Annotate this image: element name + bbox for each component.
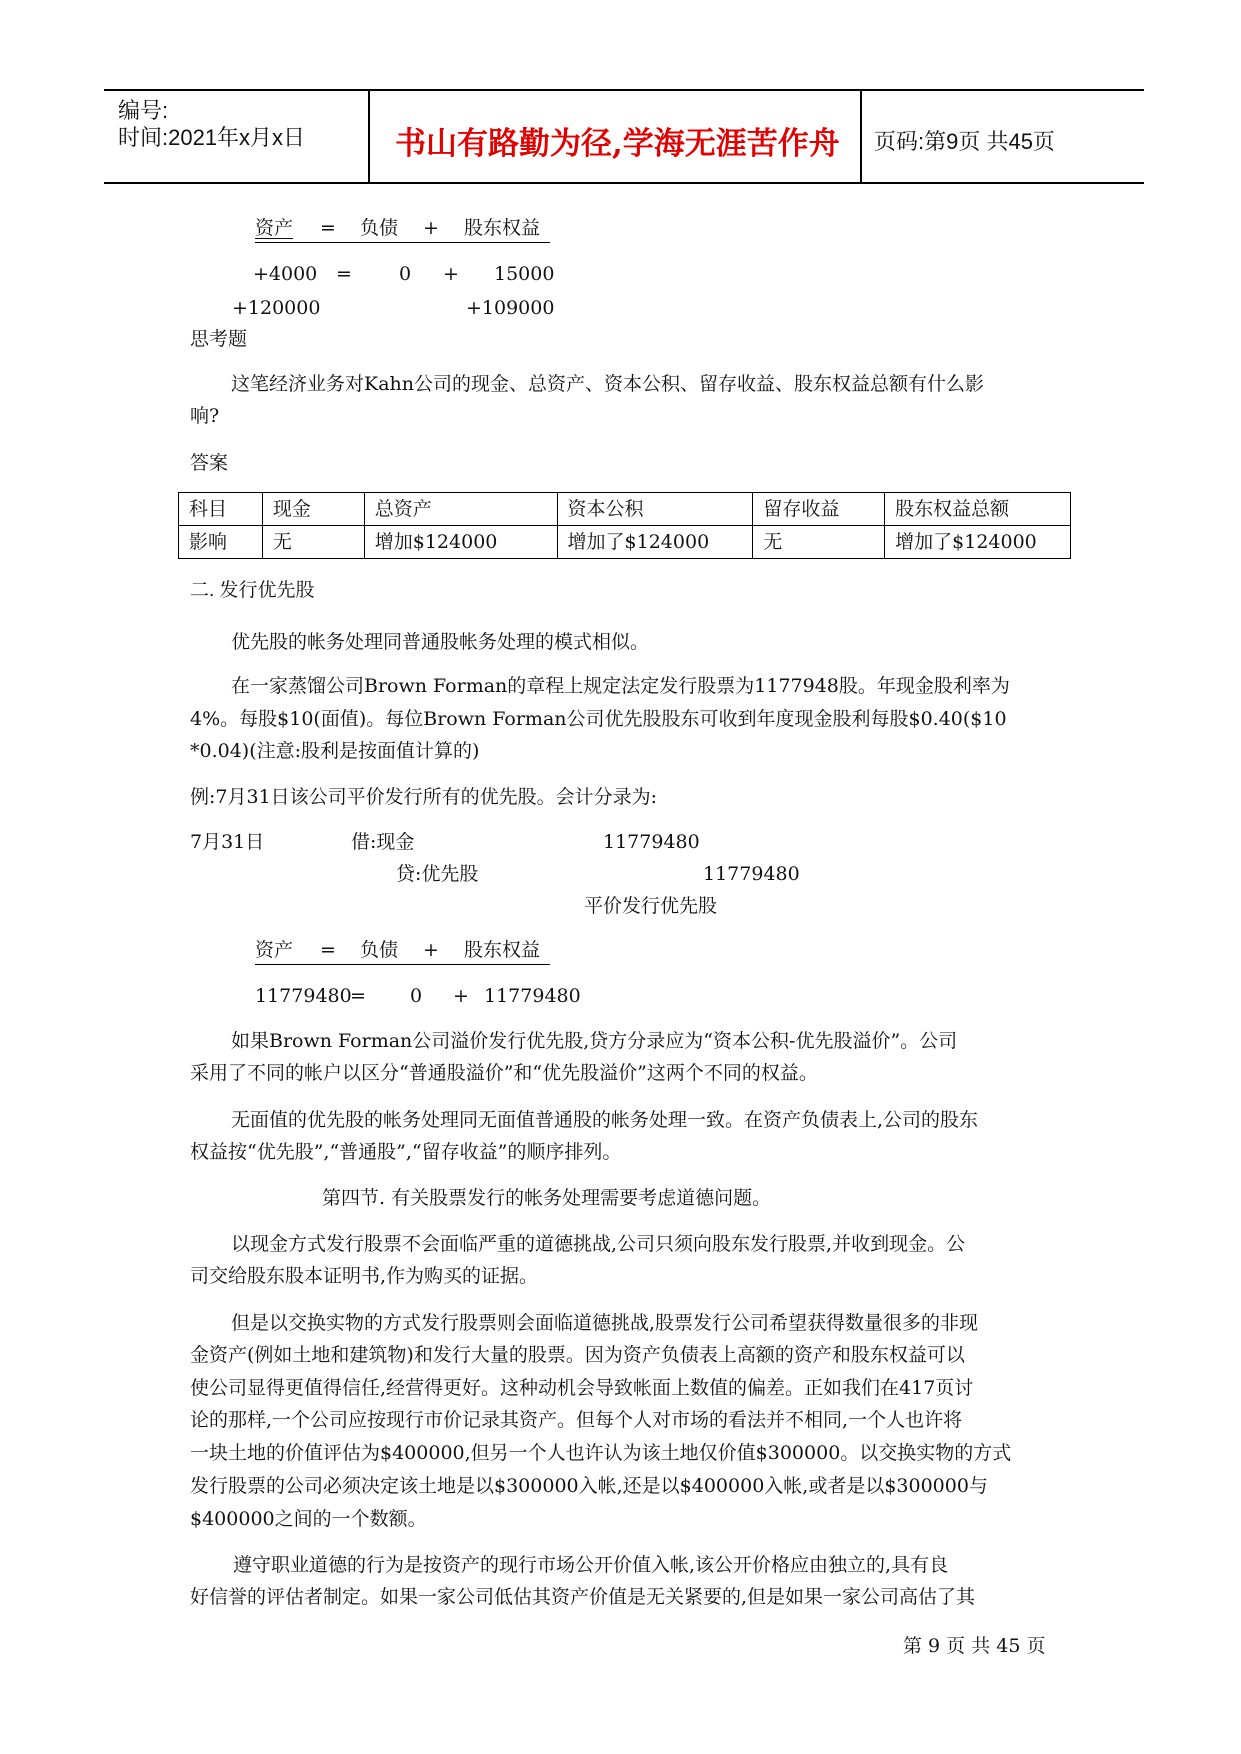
eq1-r2-a: +120000 <box>232 297 321 319</box>
header-top-rule <box>104 89 1144 91</box>
table-cell: 增加了$124000 <box>885 526 1071 559</box>
entry-debit: 借:现金 <box>351 831 415 853</box>
date-label: 时间:2021年x月x日 <box>118 125 306 150</box>
answer-table <box>178 492 1071 559</box>
p5-line1: 以现金方式发行股票不会面临严重的道德挑战,公司只须向股东发行股票,并收到现金。公 <box>231 1233 966 1255</box>
eq1-underline <box>255 242 550 243</box>
table-cell: 留存收益 <box>753 493 885 526</box>
p6-line5: 一块土地的价值评估为$400000,但另一个人也许认为该土地仅价值$300000。以交换实物的方式 <box>190 1442 1012 1464</box>
entry-date: 7月31日 <box>190 831 265 853</box>
eq2-asset: 资产 <box>255 939 294 961</box>
eq1-r1-eq: = <box>336 263 352 285</box>
table-cell: 现金 <box>262 493 364 526</box>
table-row <box>179 526 1071 559</box>
table-cell: 增加了$124000 <box>557 526 753 559</box>
paragraph-1: 优先股的帐务处理同普通股帐务处理的模式相似。 <box>231 631 650 653</box>
answer-label: 答案 <box>190 452 229 474</box>
table-cell: 增加$124000 <box>364 526 557 559</box>
table-cell: 股东权益总额 <box>885 493 1071 526</box>
eq1-asset: 资产 <box>255 217 294 239</box>
page-label: 页码:第9页 共45页 <box>874 129 1055 154</box>
question-line1: 这笔经济业务对Kahn公司的现金、总资产、资本公积、留存收益、股东权益总额有什么影 <box>231 373 984 395</box>
header-divider-right <box>860 89 862 183</box>
eq2-r-e: 11779480 <box>484 985 581 1007</box>
p7-line2: 好信誉的评估者制定。如果一家公司低估其资产价值是无关紧要的,但是如果一家公司高估了其 <box>190 1586 976 1608</box>
table-cell: 资本公积 <box>557 493 753 526</box>
serial-label: 编号: <box>118 98 169 123</box>
table-header-row <box>179 493 1071 526</box>
eq2-liab: 负债 <box>360 939 399 961</box>
example-line: 例:7月31日该公司平价发行所有的优先股。会计分录为: <box>190 786 658 808</box>
eq2-r-l: 0 <box>410 985 423 1007</box>
eq2-eq: = <box>320 939 336 961</box>
p4-line2: 权益按“优先股”,“普通股”,“留存收益”的顺序排列。 <box>190 1141 622 1163</box>
entry-credit-amount: 11779480 <box>703 863 800 885</box>
header-motto: 书山有路勤为径,学海无涯苦作舟 <box>395 126 840 162</box>
eq2-r-plus: + <box>453 985 469 1007</box>
section-heading: 二. 发行优先股 <box>190 580 315 601</box>
p2-line2: 4%。每股$10(面值)。每位Brown Forman公司优先股股东可收到年度现金股利每股$0.40($10 <box>190 708 1007 730</box>
eq1-r1-e: 15000 <box>494 263 555 285</box>
p7-line1: 遵守职业道德的行为是按资产的现行市场公开价值入帐,该公开价格应由独立的,具有良 <box>233 1554 949 1576</box>
table-cell: 科目 <box>179 493 263 526</box>
eq2-underline <box>255 964 550 965</box>
eq1-r1-l: 0 <box>399 263 412 285</box>
eq2-r-eq: = <box>350 985 366 1007</box>
p3-line2: 采用了不同的帐户以区分“普通股溢价”和“优先股溢价”这两个不同的权益。 <box>190 1062 818 1084</box>
p6-line3: 使公司显得更值得信任,经营得更好。这种动机会导致帐面上数值的偏差。正如我们在417页讨 <box>190 1377 974 1399</box>
question-line2: 响? <box>190 405 220 427</box>
section4-heading: 第四节. 有关股票发行的帐务处理需要考虑道德问题。 <box>322 1187 772 1209</box>
table-cell: 影响 <box>179 526 263 559</box>
p6-line7: $400000之间的一个数额。 <box>190 1508 427 1530</box>
eq2-plus: + <box>423 939 439 961</box>
entry-memo: 平价发行优先股 <box>584 895 718 917</box>
eq1-plus: + <box>423 217 439 239</box>
entry-credit: 贷:优先股 <box>396 863 479 885</box>
eq1-equity: 股东权益 <box>464 217 541 239</box>
eq1-r1-a: +4000 <box>253 263 318 285</box>
eq1-r2-e: +109000 <box>466 297 555 319</box>
question-label: 思考题 <box>190 328 248 350</box>
p5-line2: 司交给股东股本证明书,作为购买的证据。 <box>190 1265 539 1287</box>
p6-line2: 金资产(例如土地和建筑物)和发行大量的股票。因为资产负债表上高额的资产和股东权益可以 <box>190 1344 965 1366</box>
eq1-liab: 负债 <box>360 217 399 239</box>
p6-line1: 但是以交换实物的方式发行股票则会面临道德挑战,股票发行公司希望获得数量很多的非现 <box>231 1312 979 1334</box>
header-bottom-rule <box>104 182 1144 184</box>
eq1-eq: = <box>320 217 336 239</box>
p3-line1: 如果Brown Forman公司溢价发行优先股,贷方分录应为“资本公积-优先股溢价”。公司 <box>231 1030 958 1052</box>
p2-line3: *0.04)(注意:股利是按面值计算的) <box>190 740 480 762</box>
p6-line4: 论的那样,一个公司应按现行市价记录其资产。但每个人对市场的看法并不相同,一个人也许将 <box>190 1409 963 1431</box>
table-cell: 无 <box>262 526 364 559</box>
eq1-r1-plus: + <box>443 263 459 285</box>
header-divider-left <box>368 89 370 183</box>
table-cell: 无 <box>753 526 885 559</box>
p6-line6: 发行股票的公司必须决定该土地是以$300000入帐,还是以$400000入帐,或者是以$300000与 <box>190 1475 988 1497</box>
entry-debit-amount: 11779480 <box>603 831 700 853</box>
p4-line1: 无面值的优先股的帐务处理同无面值普通股的帐务处理一致。在资产负债表上,公司的股东 <box>231 1109 979 1131</box>
table-cell: 总资产 <box>364 493 557 526</box>
eq2-r-a: 11779480 <box>255 985 352 1007</box>
page-footer: 第 9 页 共 45 页 <box>903 1635 1046 1657</box>
eq2-equity: 股东权益 <box>464 939 541 961</box>
p2-line1: 在一家蒸馏公司Brown Forman的章程上规定法定发行股票为1177948股。年现金股利率为 <box>231 675 1010 697</box>
